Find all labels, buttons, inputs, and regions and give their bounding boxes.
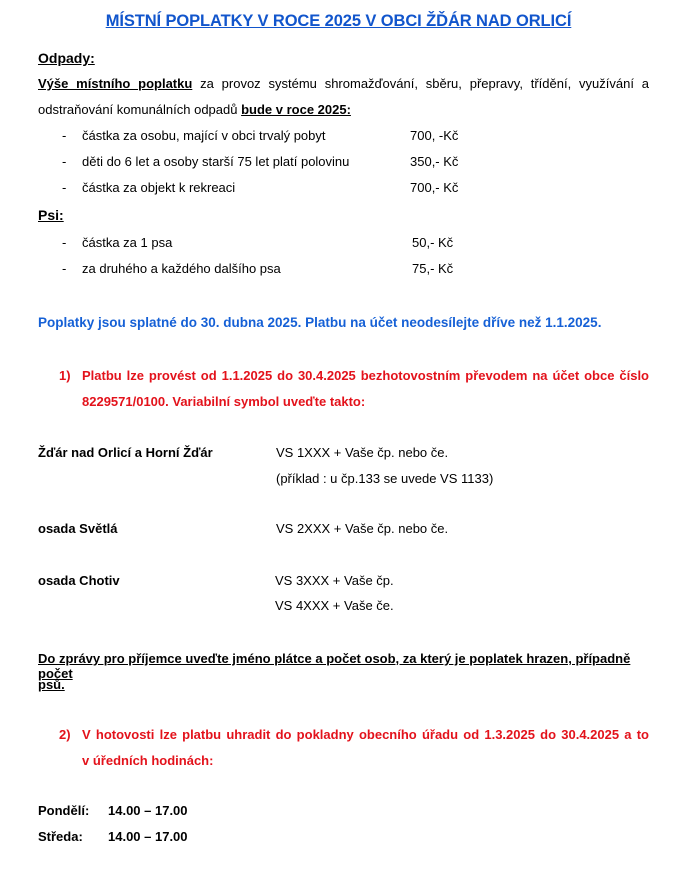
option2-line2: v úředních hodinách:	[82, 753, 214, 768]
dog-item-text: za druhého a každého dalšího psa	[82, 261, 281, 276]
list-dash: -	[62, 154, 67, 169]
option1-line1: Platbu lze provést od 1.1.2025 do 30.4.2025 bezhotovostním převodem na účet obce číslo	[82, 368, 649, 383]
vs-code: VS 2XXX + Vaše čp. nebo če.	[276, 521, 449, 536]
waste-heading: Odpady:	[38, 50, 95, 66]
fee-intro-text: za provoz systému shromažďování, sběru, přepravy, třídění, využívání a odstraňování komunálních odpadů	[38, 76, 649, 117]
vs-code: VS 4XXX + Vaše če.	[275, 598, 394, 613]
due-notice: Poplatky jsou splatné do 30. dubna 2025. Platbu na účet neodesílejte dříve než 1.1.2025.	[38, 315, 602, 330]
vs-example: (příklad : u čp.133 se uvede VS 1133)	[276, 471, 494, 486]
hours-day: Pondělí:	[38, 803, 90, 818]
hours-time: 14.00 – 17.00	[108, 803, 188, 818]
vs-code: VS 1XXX + Vaše čp. nebo če.	[276, 445, 449, 460]
message-note-line2: psů.	[38, 677, 65, 692]
fee-year-label: bude v roce 2025:	[241, 102, 351, 117]
dog-item-amount: 50,- Kč	[412, 235, 454, 250]
list-dash: -	[62, 180, 67, 195]
list-dash: -	[62, 128, 67, 143]
waste-item-text: částka za osobu, mající v obci trvalý pobyt	[82, 128, 326, 143]
waste-item-text: děti do 6 let a osoby starší 75 let platí polovinu	[82, 154, 350, 169]
dog-item-text: částka za 1 psa	[82, 235, 173, 250]
waste-item-text: částka za objekt k rekreaci	[82, 180, 236, 195]
vs-place: osada Světlá	[38, 521, 118, 536]
page-title: MÍSTNÍ POPLATKY V ROCE 2025 V OBCI ŽĎÁR NAD ORLICÍ	[105, 12, 572, 30]
vs-place: Žďár nad Orlicí a Horní Žďár	[38, 445, 213, 460]
hours-time: 14.00 – 17.00	[108, 829, 188, 844]
hours-day: Středa:	[38, 829, 83, 844]
vs-place: osada Chotiv	[38, 573, 120, 588]
dog-item-amount: 75,- Kč	[412, 261, 454, 276]
option2-line1: V hotovosti lze platbu uhradit do pokladny obecního úřadu od 1.3.2025 do 30.4.2025 a to	[82, 727, 649, 742]
vs-code: VS 3XXX + Vaše čp.	[275, 573, 394, 588]
list-dash: -	[62, 261, 67, 276]
dogs-heading: Psi:	[38, 207, 64, 223]
waste-intro	[38, 71, 649, 123]
option1-number: 1)	[59, 368, 71, 383]
option2-number: 2)	[59, 727, 71, 742]
fee-amount-label: Výše místního poplatku	[38, 76, 193, 91]
waste-item-amount: 700,- Kč	[410, 180, 459, 195]
list-dash: -	[62, 235, 67, 250]
option1-line2: 8229571/0100. Variabilní symbol uveďte takto:	[82, 394, 366, 409]
message-note-line1: Do zprávy pro příjemce uveďte jméno plátce a počet osob, za který je poplatek hrazen, případně počet	[38, 651, 631, 681]
waste-item-amount: 700, -Kč	[410, 128, 459, 143]
waste-item-amount: 350,- Kč	[410, 154, 459, 169]
